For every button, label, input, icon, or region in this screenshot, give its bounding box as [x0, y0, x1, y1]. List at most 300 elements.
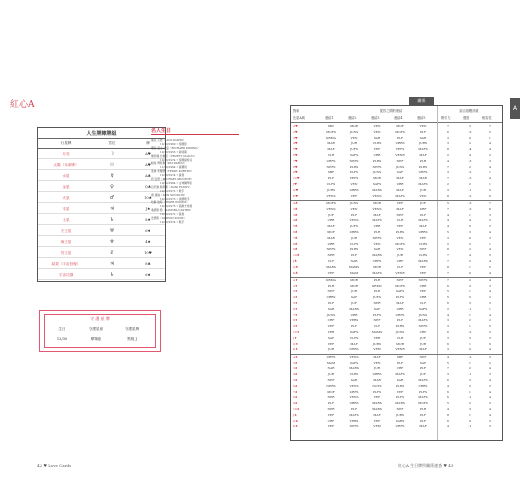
- row-score: 4: [447, 212, 449, 217]
- famous-item: 理查·曼士·比曼（RICHARD KIMING）: [151, 145, 201, 150]
- row-score: 2: [447, 153, 449, 157]
- row-link: NERS: [349, 347, 359, 352]
- row-score: 3: [489, 335, 491, 340]
- row-card: A♥: [293, 124, 298, 128]
- header-col-relation: 比星A與: [293, 116, 305, 120]
- table-row: [291, 136, 502, 141]
- table-row: [291, 236, 502, 241]
- row-score: 3: [469, 377, 471, 382]
- table-row: [291, 295, 502, 300]
- row-score: 7: [447, 124, 449, 128]
- table-row: [291, 355, 502, 360]
- row-score: -2: [468, 354, 472, 359]
- row-score: 8: [447, 193, 449, 198]
- row-link: CRR: [419, 295, 427, 300]
- row-link: VER: [327, 330, 335, 334]
- row-link: JURS: [395, 412, 405, 417]
- famous-item: 唐·達倫（DON SUNDLIN）: [151, 192, 187, 197]
- row-card: Q♠: [293, 418, 299, 423]
- row-link: JUFS: [350, 147, 358, 152]
- row-link: MAFS: [418, 318, 428, 323]
- row-link: VEF: [419, 270, 427, 275]
- row-link: VERS: [349, 318, 359, 323]
- planet-label: 宇宙功課: [58, 273, 74, 277]
- row-link: NEFS: [326, 247, 336, 252]
- row-link: CLF: [396, 264, 404, 269]
- row-score: 4: [447, 406, 449, 411]
- life-spread-table: [37, 127, 166, 282]
- row-link: MAM: [326, 360, 336, 365]
- row-link: SAR: [419, 135, 427, 140]
- famous-item: 桑德斯·斯（SANDRA CASTRO）: [151, 208, 193, 213]
- left-footer: 42 ♥ Love Cards: [37, 463, 72, 468]
- row-link: MOFS: [326, 129, 336, 134]
- row-card: 8♣: [293, 241, 298, 246]
- row-link: MAF: [373, 412, 381, 417]
- row-link: MAF: [373, 354, 381, 359]
- row-link: VEN: [350, 182, 358, 186]
- row-link: NAR: [350, 258, 358, 263]
- row-card: 10♠: [293, 406, 300, 411]
- row-link: MAF: [373, 212, 381, 217]
- planet-symbol-icon: ♄: [109, 217, 115, 223]
- row-score: 1: [489, 241, 491, 246]
- row-link: VENS: [372, 193, 382, 198]
- row-link: CRR: [373, 153, 381, 157]
- row-link: SAF: [419, 360, 427, 365]
- table-row: [291, 419, 502, 424]
- row-link: CRR: [327, 218, 335, 223]
- row-link: MOR: [373, 200, 381, 205]
- row-score: 3: [447, 318, 449, 323]
- row-score: 7: [489, 124, 491, 128]
- table-row: [291, 242, 502, 247]
- row-score: 8: [447, 147, 449, 152]
- row-score: 4: [489, 406, 491, 411]
- row-score: -1: [468, 424, 472, 429]
- row-score: 2: [489, 224, 491, 229]
- row-score: 2: [489, 295, 491, 300]
- row-link: JUR: [328, 347, 334, 352]
- table-row: [291, 407, 502, 412]
- famous-item: 11/30/1964 • 演藝員: [160, 165, 187, 170]
- row-score: 0: [469, 270, 471, 275]
- row-link: MOFS: [395, 241, 405, 246]
- row-score: 3: [489, 158, 491, 163]
- row-score: 4: [447, 224, 449, 229]
- table-row: [291, 361, 502, 366]
- row-card: A♣: [293, 200, 298, 205]
- row-score: 4: [489, 395, 491, 400]
- row-score: 1: [489, 182, 491, 186]
- row-score: -1: [468, 306, 472, 311]
- row-score: 5: [447, 200, 449, 205]
- row-score: 2: [447, 306, 449, 311]
- guardian-value-birthday: 12/30: [56, 337, 68, 341]
- row-link: MAF: [396, 176, 404, 181]
- table-row: [291, 165, 502, 170]
- header-link2: 連結2: [348, 116, 357, 120]
- row-link: SAFS: [349, 153, 359, 157]
- row-score: 6: [489, 206, 491, 211]
- row-link: PLF: [350, 324, 358, 329]
- row-link: CRRS: [326, 295, 336, 300]
- row-link: VENS: [349, 354, 359, 359]
- row-link: NEFS: [418, 277, 428, 282]
- row-link: JUNS: [372, 170, 382, 175]
- row-card: 4♠: [293, 372, 298, 377]
- table-row: [291, 307, 502, 312]
- row-score: 3: [489, 283, 491, 288]
- row-link: CLF: [327, 258, 335, 263]
- row-card: 8♠: [293, 395, 298, 400]
- row-link: JUNS: [349, 129, 359, 134]
- row-link: VEF: [327, 270, 335, 275]
- table-row: [291, 230, 502, 235]
- row-link: VEF: [327, 341, 335, 346]
- row-link: CLRS: [418, 253, 428, 258]
- row-link: PLFS: [372, 312, 382, 317]
- row-link: SAF: [396, 170, 404, 175]
- row-link: MOF: [396, 124, 404, 128]
- row-score: 2: [489, 360, 491, 365]
- row-link: JUNS: [326, 312, 336, 317]
- row-link: VEF: [373, 418, 381, 423]
- row-link: PLR: [327, 283, 335, 288]
- row-card: K♥: [293, 193, 298, 198]
- row-score: -1: [468, 187, 472, 192]
- planet-symbol-icon: ☿: [110, 173, 114, 179]
- table-row: [291, 201, 502, 206]
- planet-card: 8♦: [145, 218, 151, 222]
- row-link: URRS: [418, 229, 428, 234]
- life-spread-header: [38, 138, 165, 149]
- row-card: J♠: [293, 412, 297, 417]
- row-link: JUR: [397, 253, 403, 258]
- row-link: PLF: [327, 401, 335, 406]
- row-score: 2: [489, 153, 491, 157]
- planet-label: 結果（宇宙回報）: [51, 262, 81, 266]
- row-link: CLR: [396, 218, 404, 223]
- row-score: 7: [447, 253, 449, 258]
- row-card: 2♣: [293, 206, 298, 211]
- row-link: NEF: [396, 406, 404, 411]
- table-row: [291, 141, 502, 146]
- planet-symbol-icon: ♃: [109, 261, 115, 267]
- famous-item: 莉·安德（MICHAEL MUNNTE）: [151, 177, 194, 181]
- row-link: SAFS: [395, 289, 405, 294]
- row-score: 0: [469, 224, 471, 229]
- row-link: CRF: [327, 418, 335, 423]
- row-score: 2: [469, 258, 471, 263]
- table-row: [291, 224, 502, 229]
- row-link: NEFS: [372, 164, 382, 169]
- guardian-box: [39, 310, 161, 352]
- header-attraction: 吸引力: [441, 116, 451, 120]
- row-card: 9♦: [293, 324, 298, 329]
- row-link: NEFS: [326, 164, 336, 169]
- row-score: 1: [469, 389, 471, 394]
- row-link: MAFS: [395, 372, 405, 377]
- row-score: 4: [489, 277, 491, 282]
- row-link: MOFS: [395, 283, 405, 288]
- row-link: MOFS: [395, 129, 405, 134]
- row-link: JUR: [420, 341, 426, 346]
- row-score: 2: [447, 182, 449, 186]
- row-score: -1: [468, 372, 472, 377]
- row-link: MAFS: [418, 377, 428, 382]
- row-score: 2: [469, 141, 471, 146]
- row-card: 10♣: [293, 253, 300, 258]
- row-card: 10♥: [293, 176, 300, 181]
- row-score: 1: [469, 324, 471, 329]
- table-row: [291, 247, 502, 252]
- header-intensity: 強度: [463, 116, 470, 120]
- guardian-value-card: 黑桃 J: [127, 337, 137, 341]
- planet-card: J♠: [145, 207, 151, 211]
- row-score: 5: [489, 253, 491, 258]
- row-link: JUR: [374, 366, 380, 371]
- row-link: VEFS: [349, 176, 359, 181]
- row-score: 3: [469, 301, 471, 305]
- row-link: VENR: [395, 347, 405, 352]
- row-score: -4: [468, 147, 472, 152]
- row-link: MARS: [349, 366, 359, 371]
- row-card: 3♣: [293, 212, 298, 217]
- row-link: CLRS: [372, 141, 382, 146]
- row-link: MAF: [419, 424, 427, 429]
- row-score: 1: [469, 412, 471, 417]
- row-link: VEF: [419, 289, 427, 294]
- planet-symbol-icon: ♂: [109, 195, 115, 201]
- row-link: MARS: [418, 258, 428, 263]
- row-link: NER: [327, 395, 335, 400]
- row-link: VER: [373, 335, 381, 340]
- row-link: JUF: [351, 301, 357, 305]
- row-score: 8: [447, 412, 449, 417]
- row-link: NEF: [327, 377, 335, 382]
- row-score: 4: [489, 412, 491, 417]
- famous-item: 12/30/1972 • 歌手: [160, 188, 185, 193]
- row-score: 3: [447, 187, 449, 192]
- table-row: [291, 330, 502, 335]
- row-score: 4: [489, 141, 491, 146]
- row-link: MAFS: [418, 395, 428, 400]
- planet-symbol-icon: ♃: [109, 206, 115, 212]
- row-score: 3: [447, 141, 449, 146]
- table-row: [291, 130, 502, 135]
- row-link: VEF: [396, 200, 404, 205]
- planet-card: A♥: [145, 163, 151, 167]
- row-link: SBF: [327, 170, 335, 175]
- row-link: VERS: [349, 418, 359, 423]
- row-link: MARS: [326, 264, 336, 269]
- famous-item: 帕特·博特斯（PAT PARCO）: [151, 161, 187, 166]
- row-link: VENS: [372, 206, 382, 211]
- table-row: [291, 213, 502, 218]
- row-link: CLF: [419, 301, 427, 305]
- row-link: VEN: [373, 124, 381, 128]
- row-link: NEF: [419, 247, 427, 252]
- row-card: 2♠: [293, 360, 298, 365]
- row-link: MAR: [373, 377, 381, 382]
- row-link: VEF: [350, 193, 358, 198]
- row-link: MAMS: [348, 264, 360, 269]
- row-card: 6♣: [293, 229, 298, 234]
- row-score: 5: [469, 295, 471, 300]
- row-link: URFS: [418, 170, 428, 175]
- row-link: MARS: [372, 406, 382, 411]
- table-row: [291, 424, 502, 429]
- row-link: MAF: [419, 347, 427, 352]
- row-card: 4♥: [293, 141, 298, 146]
- row-link: MAFS: [349, 412, 359, 417]
- row-score: 7: [447, 270, 449, 275]
- row-link: PLFS: [372, 389, 382, 394]
- table-row: [291, 153, 502, 158]
- row-score: 7: [447, 258, 449, 263]
- row-score: 0: [469, 235, 471, 240]
- row-score: 4: [469, 153, 471, 157]
- row-link: MARS: [349, 306, 359, 311]
- row-link: SAF: [350, 295, 358, 300]
- row-link: URF: [419, 206, 427, 211]
- row-card: K♣: [293, 270, 298, 275]
- relations-header-sub: [291, 115, 502, 121]
- row-card: Q♥: [293, 187, 299, 192]
- planet-label: 水星: [62, 174, 70, 178]
- row-link: VEF: [419, 235, 427, 240]
- row-score: 3: [489, 354, 491, 359]
- row-link: URRS: [349, 401, 359, 406]
- row-score: 4: [489, 347, 491, 352]
- table-row: [291, 384, 502, 389]
- row-card: J♥: [293, 182, 297, 186]
- famous-item: 12/30/1975 • 高爾夫球員: [160, 204, 193, 209]
- row-link: CLFS: [349, 241, 359, 246]
- row-link: MOF: [327, 389, 335, 394]
- row-score: 3: [489, 212, 491, 217]
- row-link: VEM: [373, 347, 381, 352]
- row-link: JUR: [420, 187, 426, 192]
- row-link: NEF: [373, 318, 381, 323]
- row-link: KRMA: [326, 135, 336, 140]
- planet-label: 木星: [62, 207, 70, 211]
- table-row: [291, 159, 502, 164]
- row-link: URR: [396, 182, 404, 186]
- row-card: 5♥: [293, 147, 298, 152]
- row-score: 3: [469, 229, 471, 234]
- row-link: MOF: [327, 229, 335, 234]
- header-house: 宮位: [108, 141, 116, 145]
- famous-item: 傑克·艾德（JACK IDAHO）: [151, 138, 186, 142]
- row-link: URRS: [372, 372, 382, 377]
- row-score: 4: [469, 218, 471, 223]
- header-compatibility: 相容性: [482, 116, 492, 120]
- table-row: [291, 278, 502, 283]
- table-row: [291, 401, 502, 406]
- table-row: [291, 313, 502, 318]
- row-link: MAR: [327, 235, 335, 240]
- row-score: 3: [489, 301, 491, 305]
- row-score: 1: [469, 312, 471, 317]
- row-card: J♦: [293, 335, 297, 340]
- row-score: 3: [447, 372, 449, 377]
- row-link: URFS: [395, 424, 405, 429]
- planet-label: 月亮: [62, 152, 70, 156]
- header-planet: 行星牌: [60, 141, 72, 145]
- table-row: [291, 253, 502, 258]
- row-score: 3: [489, 218, 491, 223]
- row-link: PLR: [373, 229, 381, 234]
- row-score: 3: [469, 335, 471, 340]
- row-score: -2: [468, 170, 472, 175]
- row-link: VEF: [373, 147, 381, 152]
- row-link: SAFS: [418, 306, 428, 311]
- row-link: MARS: [372, 187, 382, 192]
- row-score: 6: [447, 283, 449, 288]
- row-score: 3: [447, 335, 449, 340]
- table-row: [291, 188, 502, 193]
- row-link: URFS: [326, 354, 336, 359]
- row-link: JUR: [351, 289, 357, 294]
- row-link: VEN: [373, 360, 381, 365]
- row-score: 2: [469, 247, 471, 252]
- row-score: -3: [468, 158, 472, 163]
- row-link: MAF: [327, 224, 335, 229]
- row-link: VEN: [419, 124, 427, 128]
- planet-label: 天王星: [60, 229, 72, 233]
- row-link: MAFS: [395, 193, 405, 198]
- table-row: [291, 218, 502, 223]
- row-link: CLR: [396, 335, 404, 340]
- row-score: 3: [447, 235, 449, 240]
- row-card: 9♣: [293, 247, 298, 252]
- relations-header-top: [291, 108, 502, 114]
- row-link: NEF: [327, 289, 335, 294]
- famous-item: 丹尼爾·斯坦斯（DANI FANNY）: [151, 184, 192, 189]
- row-score: 4: [489, 247, 491, 252]
- row-score: 2: [469, 182, 471, 186]
- row-link: MAFS: [372, 270, 382, 275]
- row-score: 1: [469, 360, 471, 365]
- row-score: 4: [489, 270, 491, 275]
- row-score: 6: [447, 395, 449, 400]
- row-card: 5♠: [293, 377, 298, 382]
- row-score: 1: [489, 306, 491, 311]
- row-link: VEN: [373, 241, 381, 246]
- row-score: 1: [469, 341, 471, 346]
- row-link: SAR: [373, 247, 381, 252]
- row-score: 3: [489, 235, 491, 240]
- row-card: 7♠: [293, 389, 298, 394]
- row-link: PLFS: [395, 395, 405, 400]
- row-link: SAFS: [349, 330, 359, 334]
- row-link: NEFS: [349, 158, 359, 163]
- row-link: PLRS: [395, 324, 405, 329]
- header-card: 牌: [146, 141, 150, 145]
- row-score: 5: [489, 187, 491, 192]
- row-score: 5: [447, 401, 449, 406]
- row-link: PLF: [350, 253, 358, 258]
- row-card: 5♣: [293, 224, 298, 229]
- row-score: 4: [489, 164, 491, 169]
- planet-label: 金星: [62, 185, 70, 189]
- row-link: MAR: [327, 141, 335, 146]
- famous-item: 安德斯（GIDEON SNOW）: [151, 216, 187, 220]
- guardian-header-birthday: 生日: [58, 327, 66, 331]
- row-link: CRF: [396, 258, 404, 263]
